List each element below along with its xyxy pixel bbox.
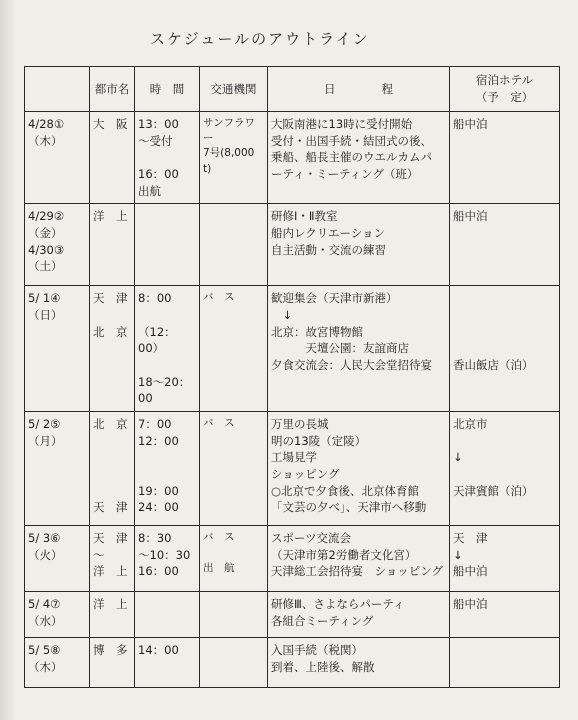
transport-cell: バ ス 出 航 [200,526,268,592]
program-cell: 入国手続（税関） 到着、上陸後、解散 [268,638,450,688]
header-row [25,67,560,112]
date-cell: 5/ 2⑤ （月） [25,412,90,526]
city-cell: 洋 上 [90,204,135,286]
program-cell: 万里の長城 明の13陵（定陵） 工場見学 ショッピング ○北京で夕食後、北京体育館 「文芸の夕べ」、天津市へ移動 [268,412,450,526]
program-cell: 歓迎集会（天津市新港） ↓ 北京：故宮博物館 天壇公園：友誼商店 夕食交流会：人民大会堂招待宴 [268,286,450,412]
time-cell: 7：00 12：00 19：00 24：00 [135,412,200,526]
date-cell: 4/28① （木） [25,112,90,204]
transport-cell: バ ス [200,286,268,412]
date-cell: 5/ 3⑥ （火） [25,526,90,592]
time-cell: 8：30 〜10：30 16：00 [135,526,200,592]
time-cell [135,204,200,286]
table-row [25,412,560,526]
program-cell: 研修Ⅲ、さよならパーティ 各組合ミーティング [268,592,450,638]
time-cell: 8：00 （12：00） 18〜20：00 [135,286,200,412]
transport-cell: サンフラワー 7号(8,000 t) [200,112,268,204]
program-cell: 研修Ⅰ・Ⅱ教室 船内レクリエーション 自主活動・交流の練習 [268,204,450,286]
header-transport: 交通機関 [200,67,268,112]
transport-cell [200,204,268,286]
header-city: 都市名 [90,67,135,112]
table-row [25,112,560,204]
city-cell: 北 京 天 津 [90,412,135,526]
table-row [25,638,560,688]
city-cell: 天 津 北 京 [90,286,135,412]
transport-cell [200,638,268,688]
header-date [25,67,90,112]
hotel-cell: 船中泊 [450,204,560,286]
header-hotel: 宿泊ホテル （予 定） [450,67,560,112]
hotel-cell [450,638,560,688]
date-cell: 4/29② （金） 4/30③ （土） [25,204,90,286]
hotel-cell: 船中泊 [450,112,560,204]
time-cell [135,592,200,638]
city-cell: 博 多 [90,638,135,688]
table-row [25,526,560,592]
city-cell: 大 阪 [90,112,135,204]
hotel-cell: 船中泊 [450,592,560,638]
header-program: 日 程 [268,67,450,112]
city-cell: 洋 上 [90,592,135,638]
program-cell: スポーツ交流会 （天津市第2労働者文化宮） 天津総工会招待宴 ショッピング [268,526,450,592]
date-cell: 5/ 1④ （日） [25,286,90,412]
table-row [25,592,560,638]
hotel-cell: 天 津 ↓ 船中泊 [450,526,560,592]
program-cell: 大阪南港に13時に受付開始 受付・出国手続・結団式の後、 乗船、船長主催のウエルカムパ ーティ・ミーティング（班） [268,112,450,204]
schedule-table [24,66,560,688]
time-cell: 13：00 〜受付 16：00 出航 [135,112,200,204]
city-cell: 天 津 〜 洋 上 [90,526,135,592]
hotel-cell: 香山飯店（泊） [450,286,560,412]
date-cell: 5/ 4⑦ （水） [25,592,90,638]
date-cell: 5/ 5⑧ （木） [25,638,90,688]
page-edge [0,0,14,720]
transport-cell: バ ス [200,412,268,526]
page-title: スケジュールのアウトライン [150,30,370,48]
table-row [25,286,560,412]
time-cell: 14：00 [135,638,200,688]
transport-cell [200,592,268,638]
header-time: 時 間 [135,67,200,112]
table-row [25,204,560,286]
hotel-cell: 北京市 ↓ 天津賓館（泊） [450,412,560,526]
